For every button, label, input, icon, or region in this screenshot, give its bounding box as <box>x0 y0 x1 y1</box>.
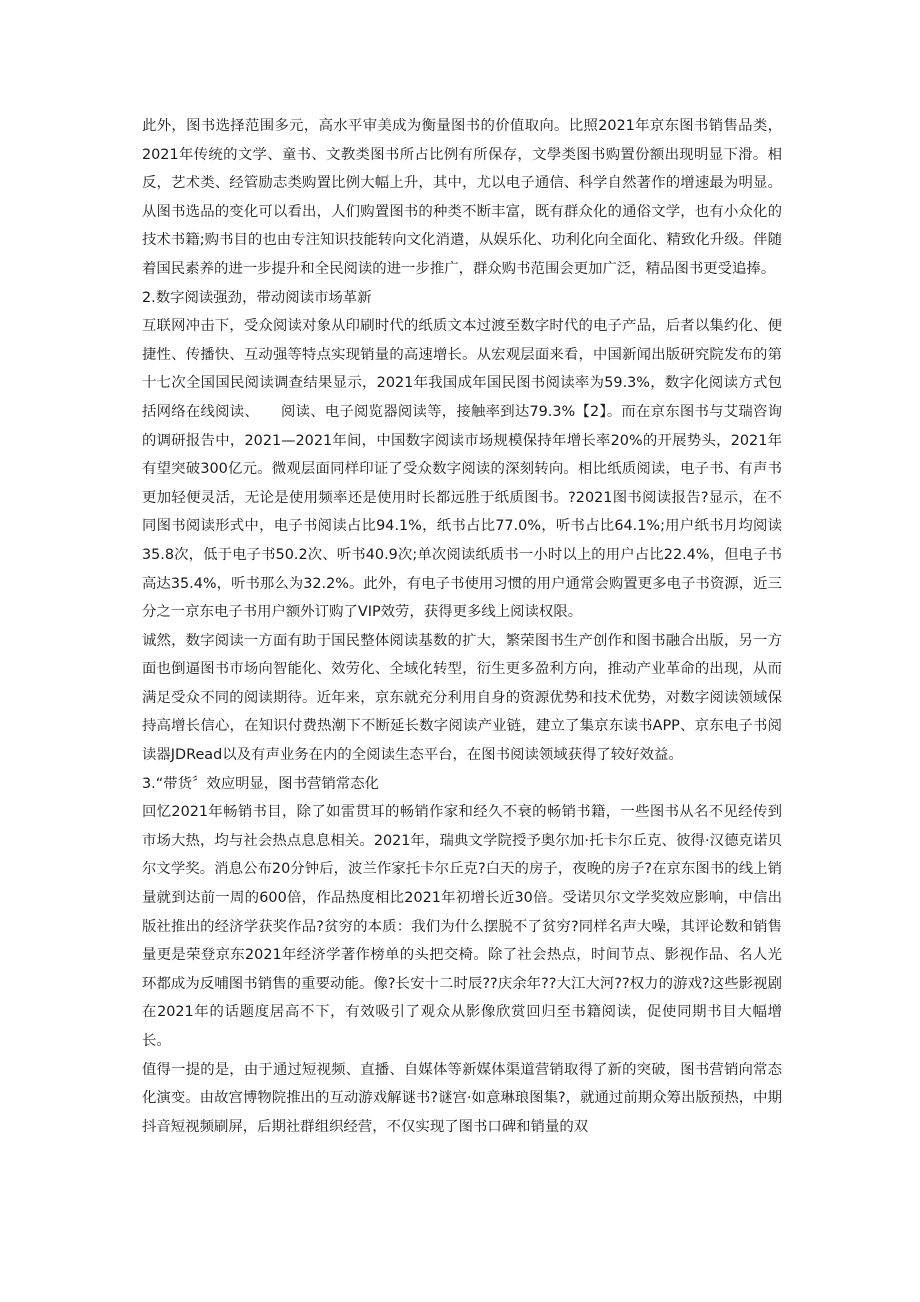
paragraph-digital-reading-impact: 诚然，数字阅读一方面有助于国民整体阅读基数的扩大，繁荣图书生产创作和图书融合出版，另一方面也倒逼图书市场向智能化、效劳化、全域化转型，衍生更多盈利方向，推动产业革命的出现，从而满足受众不同的阅读期待。近年来，京东就充分利用自身的资源优势和技术优势，对数字阅读领域保持高增长信心，在知识付费热潮下不断延长数字阅读产业链，建立了集京东读书APP、京东电子书阅读器JDRead以及有声业务在内的全阅读生态平台，在图书阅读领域获得了较好效益。 <box>142 632 782 764</box>
document-page <box>142 112 782 1141</box>
paragraph-book-categories: 此外，图书选择范围多元，高水平审美成为衡量图书的价值取向。比照2021年京东图书销售品类，2021年传统的文学、童书、文教类图书所占比例有所保存，文學类图书购置份额出现明显下滑。相反，艺术类、经管励志类购置比例大幅上升，其中，尤以电子通信、科学自然著作的增速最为明显。从图书选品的变化可以看出，人们购置图书的种类不断丰富，既有群众化的通俗文学，也有小众化的技术书籍;购书目的也由专注知识技能转向文化消遣，从娱乐化、功利化向全面化、精致化升级。伴随着国民素养的进一步提升和全民阅读的进一步推广，群众购书范围会更加广泛，精品图书更受追捧。 <box>142 118 782 277</box>
section-heading-marketing: 3.“带货〞效应明显，图书营销常态化 <box>142 775 380 792</box>
paragraph-digital-reading-growth: 互联网冲击下，受众阅读对象从印刷时代的纸质文本过渡至数字时代的电子产品，后者以集约化、便捷性、传播快、互动强等特点实现销量的高速增长。从宏观层面来看，中国新闻出版研究院发布的第十七次全国国民阅读调查结果显示，2021年我国成年国民图书阅读率为59.3%，数字化阅读方式包括网络在线阅读、 阅读、电子阅览器阅读等，接触率到达79.3%【2】。而在京东图书与艾瑞咨询的调研报告中，2021—2021年间，中国数字阅读市场规模保持年增长率20%的开展势头，2021年有望突破300亿元。微观层面同样印证了受众数字阅读的深刻转向。相比纸质阅读，电子书、有声书更加轻便灵活，无论是使用频率还是使用时长都远胜于纸质图书。?2021图书阅读报告?显示，在不同图书阅读形式中，电子书阅读占比94.1%，纸书占比77.0%，听书占比64.1%;用户纸书月均阅读35.8次，低于电子书50.2次、听书40.9次;单次阅读纸质书一小时以上的用户占比22.4%，但电子书高达35.4%，听书那么为32.2%。此外，有电子书使用习惯的用户通常会购置更多电子书资源，近三分之一京东电子书用户额外订购了VIP效劳，获得更多线上阅读权限。 <box>142 318 782 621</box>
paragraph-bestsellers: 回忆2021年畅销书目，除了如雷贯耳的畅销作家和经久不衰的畅销书籍，一些图书从名不见经传到市场大热，均与社会热点息息相关。2021年，瑞典文学院授予奥尔加·托卡尔丘克、彼得·汉德克诺贝尔文学奖。消息公布20分钟后，波兰作家托卡尔丘克?白天的房子，夜晚的房子?在京东图书的线上销量就到达前一周的600倍，作品热度相比2021年初增长近30倍。受诺贝尔文学奖效应影响，中信出版社推出的经济学获奖作品?贫穷的本质：我们为什么摆脱不了贫穷?同样名声大噪，其评论数和销售量更是荣登京东2021年经济学著作榜单的头把交椅。除了社会热点，时间节点、影视作品、名人光环都成为反哺图书销售的重要动能。像?长安十二时辰??庆余年??大江大河??权力的游戏?这些影视剧在2021年的话题度居高不下，有效吸引了观众从影像欣赏回归至书籍阅读，促使同期书目大幅增长。 <box>142 804 782 1049</box>
section-heading-digital-reading: 2.数字阅读强劲，带动阅读市场革新 <box>142 289 372 306</box>
paragraph-new-media-marketing: 值得一提的是，由于通过短视频、直播、自媒体等新媒体渠道营销取得了新的突破，图书营销向常态化演变。由故宫博物院推出的互动游戏解谜书?谜宫·如意琳琅图集?，就通过前期众筹出版预热，中期抖音短视频刷屏，后期社群组织经营，不仅实现了图书口碑和销量的双 <box>142 1061 782 1135</box>
